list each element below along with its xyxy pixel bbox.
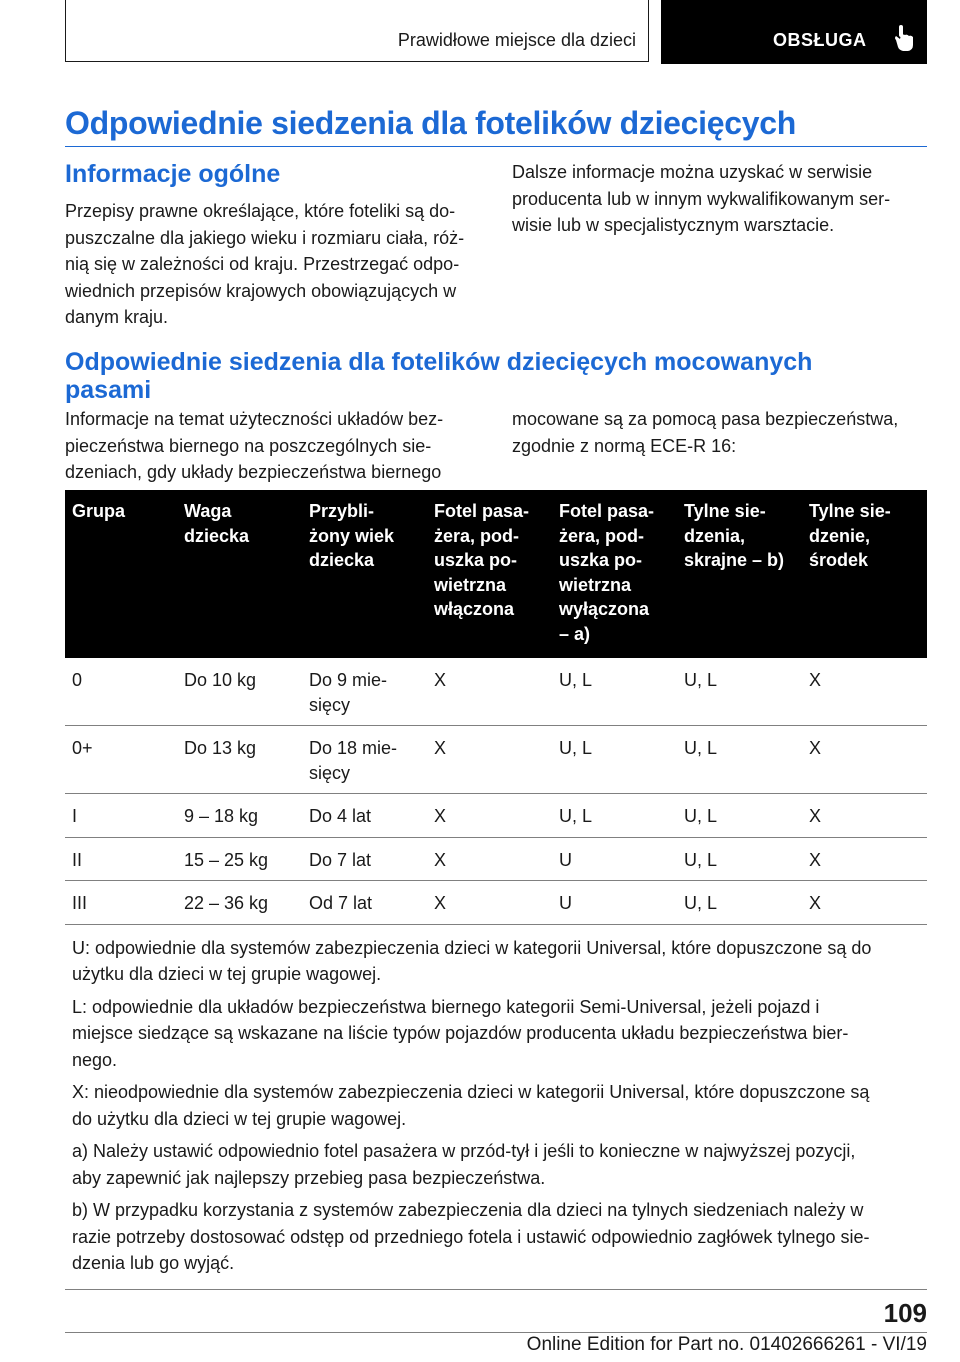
table-cell: X: [802, 658, 927, 726]
belted-heading: Odpowiednie siedzenia dla fotelików dziecięcych mocowanych pasami: [65, 348, 813, 404]
table-cell: X: [427, 881, 552, 925]
title-divider: [65, 146, 927, 147]
page-title: Odpowiednie siedzenia dla fotelików dziecięcych: [65, 105, 796, 141]
chapter-tab: [661, 0, 927, 64]
table-cell: 15 – 25 kg: [177, 837, 302, 881]
table-cell: U: [552, 837, 677, 881]
table-cell: U, L: [677, 726, 802, 794]
table-row: [65, 658, 927, 726]
table-notes-row: [65, 924, 927, 1289]
header-rear-center: Tylne sie- dzenie, środek: [802, 490, 927, 658]
table-cell: Od 7 lat: [302, 881, 427, 925]
header-passenger-airbag-off: Fotel pasa- żera, pod- uszka po- wietrzna wyłączona – a): [552, 490, 677, 658]
table-cell: 9 – 18 kg: [177, 794, 302, 838]
note-x: X: nieodpowiednie dla systemów zabezpieczenia dzieci w kategorii Universal, które dopuszczone są do użytku dla dzieci w tej grupie wagowej.: [72, 1082, 870, 1129]
table-cell: U, L: [552, 658, 677, 726]
table-cell: Do 18 mie- sięcy: [302, 726, 427, 794]
footer-divider: [65, 1332, 927, 1333]
table-cell: II: [65, 837, 177, 881]
general-heading: Informacje ogólne: [65, 160, 281, 188]
table-cell: X: [427, 726, 552, 794]
table-cell: Do 10 kg: [177, 658, 302, 726]
table-cell: U, L: [677, 837, 802, 881]
table-cell: U, L: [552, 726, 677, 794]
table-cell: 0: [65, 658, 177, 726]
table-cell: U, L: [677, 658, 802, 726]
table-cell: X: [802, 837, 927, 881]
general-text: Przepisy prawne określające, które foteliki są do- puszczalne dla jakiego wieku i rozmiaru ciała, róż- nią się w zależności od kraju. Przestrzegać odpo- wiednich przepisów krajowych obowiązujących w danym kraju.: [65, 201, 465, 327]
table-cell: U: [552, 881, 677, 925]
table-row: [65, 726, 927, 794]
header-group: Grupa: [65, 490, 177, 658]
section-tab: [65, 0, 649, 62]
table-cell: U, L: [552, 794, 677, 838]
table-row: [65, 794, 927, 838]
table-cell: Do 4 lat: [302, 794, 427, 838]
table-cell: X: [427, 794, 552, 838]
note-b: b) W przypadku korzystania z systemów zabezpieczenia dla dzieci na tylnych siedzeniach należy w razie potrzeby dostosować odstęp od przedniego fotela i ustawić odpowiednio zagłówek tylnego sie- dzenia lub go wyjąć.: [72, 1200, 870, 1273]
table-notes: [65, 924, 927, 1289]
header-age: Przybli- żony wiek dziecka: [302, 490, 427, 658]
note-l: L: odpowiednie dla układów bezpieczeństwa biernego kategorii Semi-Universal, jeżeli pojazd i miejsce siedzące są wskazane na liście typów pojazdów producenta układu bezpieczeństwa bier- nego.: [72, 996, 849, 1070]
table-cell: 0+: [65, 726, 177, 794]
table-cell: U, L: [677, 881, 802, 925]
table-cell: X: [802, 726, 927, 794]
general-text-continued: Dalsze informacje można uzyskać w serwisie producenta lub w innym wykwalifikowanym ser- wisie lub w specjalistycznym warsztacie.: [512, 162, 891, 235]
edition-info: Online Edition for Part no. 01402666261 - VI/19: [526, 1334, 927, 1355]
page-number: 109: [883, 1298, 927, 1328]
table-cell: Do 7 lat: [302, 837, 427, 881]
page-header: [65, 0, 927, 64]
header-passenger-airbag-on: Fotel pasa- żera, pod- uszka po- wietrzna włączona: [427, 490, 552, 658]
table-cell: X: [802, 794, 927, 838]
belted-text: Informacje na temat użyteczności układów bez- pieczeństwa biernego na poszczególnych sie- dzeniach, gdy układy bezpieczeństwa biernego: [65, 409, 444, 482]
table-cell: 22 – 36 kg: [177, 881, 302, 925]
chapter-title: OBSŁUGA: [773, 30, 867, 50]
table-cell: Do 9 mie- sięcy: [302, 658, 427, 726]
header-weight: Waga dziecka: [177, 490, 302, 658]
pointing-hand-icon: [893, 25, 915, 53]
table-row: [65, 837, 927, 881]
table-cell: X: [427, 658, 552, 726]
child-seat-table: [65, 490, 927, 1290]
section-title: Prawidłowe miejsce dla dzieci: [397, 30, 636, 50]
table-cell: X: [427, 837, 552, 881]
belted-text-continued: mocowane są za pomocą pasa bezpieczeństwa, zgodnie z normą ECE-R 16:: [512, 409, 899, 456]
header-rear-outer: Tylne sie- dzenia, skrajne – b): [677, 490, 802, 658]
table-cell: U, L: [677, 794, 802, 838]
table-header-row: [65, 490, 927, 658]
table-cell: I: [65, 794, 177, 838]
table-cell: X: [802, 881, 927, 925]
table-cell: III: [65, 881, 177, 925]
table-cell: Do 13 kg: [177, 726, 302, 794]
note-u: U: odpowiednie dla systemów zabezpieczenia dzieci w kategorii Universal, które dopuszczone są do użytku dla dzieci w tej grupie wagowej.: [72, 937, 872, 984]
table-row: [65, 881, 927, 925]
note-a: a) Należy ustawić odpowiednio fotel pasażera w przód-tył i jeśli to konieczne w najwyższej pozycji, aby zapewnić jak najlepszy przebieg pasa bezpieczeństwa.: [72, 1141, 856, 1188]
